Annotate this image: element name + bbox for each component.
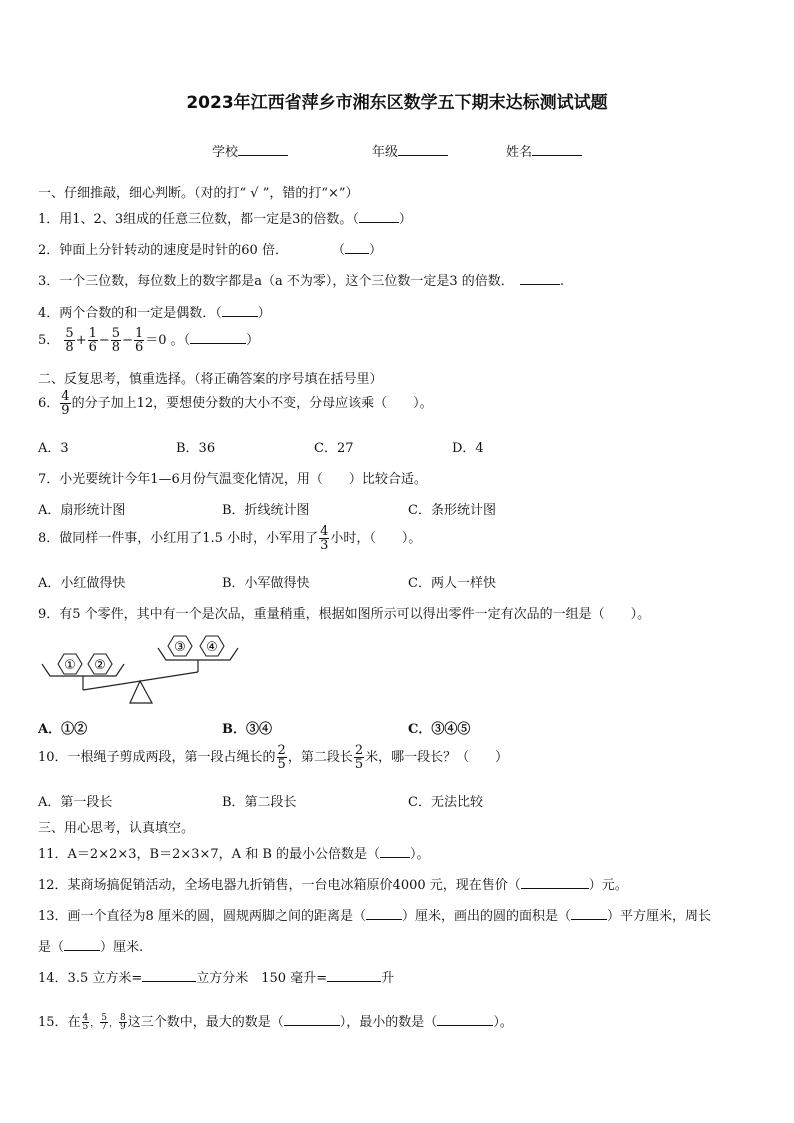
grade-field	[372, 141, 448, 160]
operator: −	[98, 333, 110, 348]
question-10-text-mid: ，第二段长	[287, 750, 353, 765]
fraction: $\frac{5}{8}$	[111, 326, 121, 355]
section-1-heading: 一、仔细推敲，细心判断。（对的打“ √ ”，错的打“×”）	[38, 186, 359, 201]
question-13-text: ）厘米，画出的圆的面积是（	[401, 909, 571, 924]
part-3: ③	[174, 640, 186, 655]
option-c[interactable]: C．条形统计图	[408, 503, 496, 518]
question-13-line-2	[38, 936, 143, 955]
question-14-text: 14．3.5 立方米=	[38, 971, 143, 986]
question-15-text: 15．在	[38, 1015, 81, 1030]
fulcrum	[130, 681, 152, 703]
question-6-text: 的分子加上12，要想使分数的大小不变，分母应该乘（ ）。	[71, 396, 433, 411]
part-1: ①	[64, 658, 76, 673]
question-5	[38, 327, 259, 354]
question-8-text: 8．做同样一件事，小红用了1.5 小时，小军用了	[38, 531, 319, 546]
question-14	[38, 967, 394, 986]
option-b[interactable]: B．小军做得快	[222, 576, 310, 591]
question-3-text: 3．一个三位数，每位数上的数字都是a（a 不为零），这个三位数一定是3 的倍数．	[38, 274, 514, 289]
question-2-text: 2．钟面上分针转动的速度是时针的60 倍．	[38, 243, 288, 258]
question-7: 7．小光要统计今年1—6月份气温变化情况，用（ ）比较合适。	[38, 472, 427, 487]
question-12	[38, 874, 628, 893]
question-13-text: ）平方厘米，周长	[606, 909, 711, 924]
answer-blank[interactable]	[520, 272, 560, 285]
equation-tail: ＝0 。（	[145, 333, 191, 348]
question-13-text: 是（	[38, 940, 65, 955]
question-15-text: ），最小的数是（	[339, 1015, 438, 1030]
part-4: ④	[206, 640, 218, 655]
option-c[interactable]: C．无法比较	[408, 795, 483, 810]
question-14-text: 立方分米 150 毫升=	[196, 971, 328, 986]
question-number: 5．	[38, 333, 60, 348]
option-a[interactable]: A．小红做得快	[38, 576, 126, 591]
option-b[interactable]: B．折线统计图	[222, 503, 310, 518]
question-1	[38, 208, 412, 227]
period: .	[559, 274, 564, 289]
question-1-text: 1．用1、2、3组成的任意三位数，都一定是3的倍数。（	[38, 212, 359, 227]
option-c[interactable]: C．③④⑤	[408, 722, 471, 737]
question-8-text-end: 小时，（ ）。	[330, 531, 422, 546]
option-b[interactable]: B．③④	[222, 722, 272, 737]
left-pan	[42, 664, 124, 676]
question-15-text: 这三个数中，最大的数是（	[127, 1015, 284, 1030]
question-6	[38, 390, 433, 417]
question-4-text: 4．两个合数的和一定是偶数．（	[38, 306, 222, 321]
question-10	[38, 744, 508, 771]
bracket: ）	[368, 243, 382, 258]
option-a[interactable]: A．①②	[38, 722, 88, 737]
answer-blank[interactable]	[327, 969, 381, 982]
question-13-text: 13．画一个直径为8 厘米的圆，圆规两脚之间的距离是（	[38, 909, 366, 924]
question-9: 9．有5 个零件，其中有一个是次品，重量稍重，根据如图所示可以得出零件一定有次品的一组是（ ）。	[38, 607, 651, 622]
option-c[interactable]: C．27	[314, 441, 354, 456]
question-3	[38, 270, 564, 289]
answer-blank[interactable]	[345, 241, 369, 254]
bracket: ）	[246, 333, 260, 348]
page-title: 2023年江西省萍乡市湘东区数学五下期末达标测试试题	[186, 93, 608, 113]
name-field	[506, 141, 582, 160]
name-blank[interactable]	[532, 143, 582, 156]
school-label: 学校	[212, 145, 239, 160]
fraction: $\frac{4}{9}$	[61, 389, 70, 418]
option-b[interactable]: B．第二段长	[222, 795, 297, 810]
section-2-heading: 二、反复思考，慎重选择。（将正确答案的序号填在括号里）	[38, 372, 383, 387]
question-15: 15．在 $\frac{4}{5}$ ， $\frac{5}{7}$ ， $\frac{8}{9}$ 这三个数中，最大的数是（ ），最小的数是（ ）。	[38, 1013, 513, 1032]
bracket: （	[331, 243, 345, 258]
fraction: $\frac{4}{3}$	[320, 524, 329, 553]
question-15-text: ）。	[493, 1015, 513, 1030]
answer-blank[interactable]	[437, 1013, 493, 1026]
bracket: ）	[257, 306, 271, 321]
option-d[interactable]: D．4	[452, 441, 484, 456]
option-c[interactable]: C．两人一样快	[408, 576, 496, 591]
answer-blank[interactable]	[64, 938, 100, 951]
operator: −	[122, 333, 133, 348]
question-13-text: ）厘米.	[100, 940, 144, 955]
fraction: $\frac{5}{8}$	[65, 326, 74, 355]
answer-blank[interactable]	[571, 907, 607, 920]
school-blank[interactable]	[238, 143, 288, 156]
answer-blank[interactable]	[190, 331, 246, 344]
bracket: ）元。	[588, 878, 628, 893]
answer-blank[interactable]	[366, 907, 402, 920]
option-a[interactable]: A．第一段长	[38, 795, 113, 810]
answer-blank[interactable]	[521, 876, 589, 889]
fraction: $\frac{2}{5}$	[354, 743, 364, 772]
fraction: $\frac{4}{5}$	[82, 1013, 89, 1032]
bracket: ）	[398, 212, 412, 227]
bracket: ）。	[410, 847, 430, 862]
answer-blank[interactable]	[222, 304, 258, 317]
question-number: 6．	[38, 396, 60, 411]
question-11-text: 11．A＝2×2×3，B＝2×3×7，A 和 B 的最小公倍数是（	[38, 847, 381, 862]
option-b[interactable]: B．36	[176, 441, 216, 456]
fraction: $\frac{1}{6}$	[134, 326, 144, 355]
answer-blank[interactable]	[359, 210, 399, 223]
question-11	[38, 843, 430, 862]
operator: +	[75, 333, 87, 348]
option-a[interactable]: A．扇形统计图	[38, 503, 126, 518]
fraction: $\frac{2}{5}$	[277, 743, 286, 772]
question-14-text: 升	[381, 971, 395, 986]
answer-blank[interactable]	[380, 845, 410, 858]
grade-label: 年级	[372, 145, 399, 160]
option-a[interactable]: A．3	[38, 441, 69, 456]
balance-scale-diagram	[40, 628, 250, 708]
section-3-heading: 三、用心思考，认真填空。	[38, 821, 195, 836]
question-10-text-end: 米，哪一段长？（ ）	[365, 750, 509, 765]
school-field	[212, 141, 288, 160]
question-2	[38, 239, 382, 258]
answer-blank[interactable]	[284, 1013, 340, 1026]
question-8	[38, 525, 421, 552]
fraction: $\frac{8}{9}$	[120, 1013, 126, 1032]
name-label: 姓名	[506, 145, 533, 160]
fraction: $\frac{1}{6}$	[88, 326, 97, 355]
question-13-line-1	[38, 905, 711, 924]
part-2: ②	[94, 658, 106, 673]
grade-blank[interactable]	[398, 143, 448, 156]
answer-blank[interactable]	[142, 969, 196, 982]
question-10-text: 10．一根绳子剪成两段，第一段占绳长的	[38, 750, 276, 765]
fraction: $\frac{5}{7}$	[101, 1013, 108, 1032]
question-12-text: 12．某商场搞促销活动，全场电器九折销售，一台电冰箱原价4000 元，现在售价（	[38, 878, 521, 893]
question-4	[38, 302, 271, 321]
